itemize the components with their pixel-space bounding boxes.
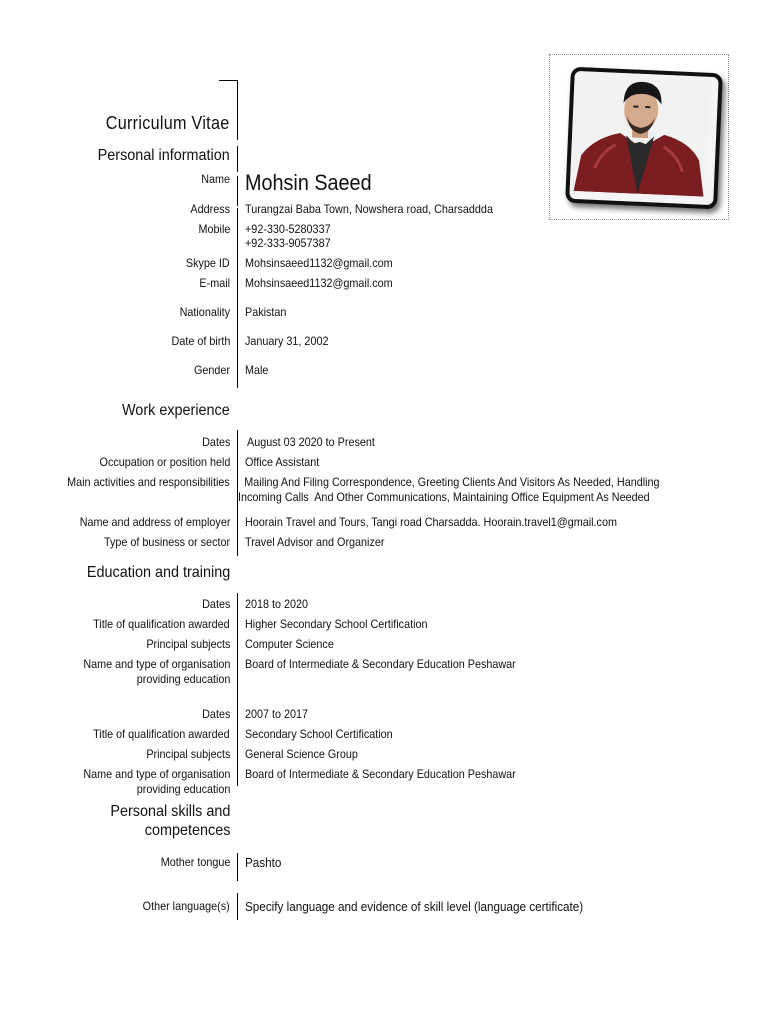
mother-tongue-label: Mother tongue (160, 855, 230, 869)
edu-dates-label: Dates (201, 597, 230, 611)
mobile-value-2: +92-333-9057387 (245, 236, 331, 250)
person-photo-icon (570, 71, 711, 197)
organisation-value: Board of Intermediate & Secondary Education Peshawar (245, 657, 516, 671)
dob-value: January 31, 2002 (245, 334, 329, 348)
nationality-label: Nationality (179, 305, 230, 319)
vertical-rule (237, 146, 238, 172)
vertical-rule (237, 176, 238, 206)
skype-value: Mohsinsaeed1132@gmail.com (245, 256, 393, 270)
subjects-value: General Science Group (245, 747, 358, 761)
organisation-label: Name and type of organisation providing education (82, 657, 230, 686)
vertical-rule (237, 593, 238, 786)
work-dates-label: Dates (201, 435, 230, 449)
qualification-value: Secondary School Certification (245, 727, 393, 741)
dob-label: Date of birth (171, 334, 230, 348)
organisation-value: Board of Intermediate & Secondary Education Peshawar (245, 767, 516, 781)
profile-photo (565, 67, 723, 210)
corner-rule (219, 80, 238, 81)
cv-title: Curriculum Vitae (106, 113, 230, 133)
address-label: Address (190, 202, 230, 216)
name-label: Name (201, 172, 230, 186)
business-label: Type of business or sector (103, 535, 230, 549)
edu-dates-label: Dates (201, 707, 230, 721)
other-languages-value: Specify language and evidence of skill level (language certificate) (245, 899, 584, 914)
mother-tongue-value: Pashto (245, 855, 282, 870)
qualification-label: Title of qualification awarded (93, 727, 230, 741)
activities-label: Main activities and responsibilities (67, 475, 230, 489)
work-dates-value: August 03 2020 to Present (247, 435, 375, 449)
work-heading: Work experience (122, 402, 230, 419)
qualification-value: Higher Secondary School Certification (245, 617, 428, 631)
employer-value: Hoorain Travel and Tours, Tangi road Charsadda. Hoorain.travel1@gmail.com (245, 515, 617, 529)
subjects-label: Principal subjects (145, 637, 230, 651)
other-languages-label: Other language(s) (142, 899, 230, 913)
activities-value: Mailing And Filing Correspondence, Greeting Clients And Visitors As Needed, Handling Incoming Calls And Other Communications, Maintaining Office Equipment As Needed (238, 475, 660, 504)
business-value: Travel Advisor and Organizer (245, 535, 385, 549)
organisation-label: Name and type of organisation providing education (82, 767, 230, 796)
vertical-rule (237, 893, 238, 920)
subjects-label: Principal subjects (145, 747, 230, 761)
employer-label: Name and address of employer (79, 515, 230, 529)
occupation-label: Occupation or position held (99, 455, 230, 469)
vertical-rule (237, 208, 238, 388)
edu-dates-value: 2007 to 2017 (245, 707, 309, 721)
gender-label: Gender (193, 363, 230, 377)
subjects-value: Computer Science (245, 637, 334, 651)
mobile-label: Mobile (198, 222, 230, 236)
mobile-value-1: +92-330-5280337 (245, 222, 331, 236)
personal-info-heading: Personal information (97, 147, 230, 164)
edu-dates-value: 2018 to 2020 (245, 597, 309, 611)
gender-value: Male (245, 363, 269, 377)
education-heading: Education and training (86, 564, 230, 581)
person-name: Mohsin Saeed (245, 170, 372, 195)
vertical-rule (237, 853, 238, 881)
email-label: E-mail (199, 276, 230, 290)
skills-heading: Personal skills and competences (109, 803, 230, 839)
email-value: Mohsinsaeed1132@gmail.com (245, 276, 393, 290)
address-value: Turangzai Baba Town, Nowshera road, Charsaddda (245, 202, 493, 216)
qualification-label: Title of qualification awarded (93, 617, 230, 631)
vertical-rule (237, 80, 238, 140)
nationality-value: Pakistan (245, 305, 287, 319)
occupation-value: Office Assistant (245, 455, 320, 469)
skype-label: Skype ID (186, 256, 230, 270)
